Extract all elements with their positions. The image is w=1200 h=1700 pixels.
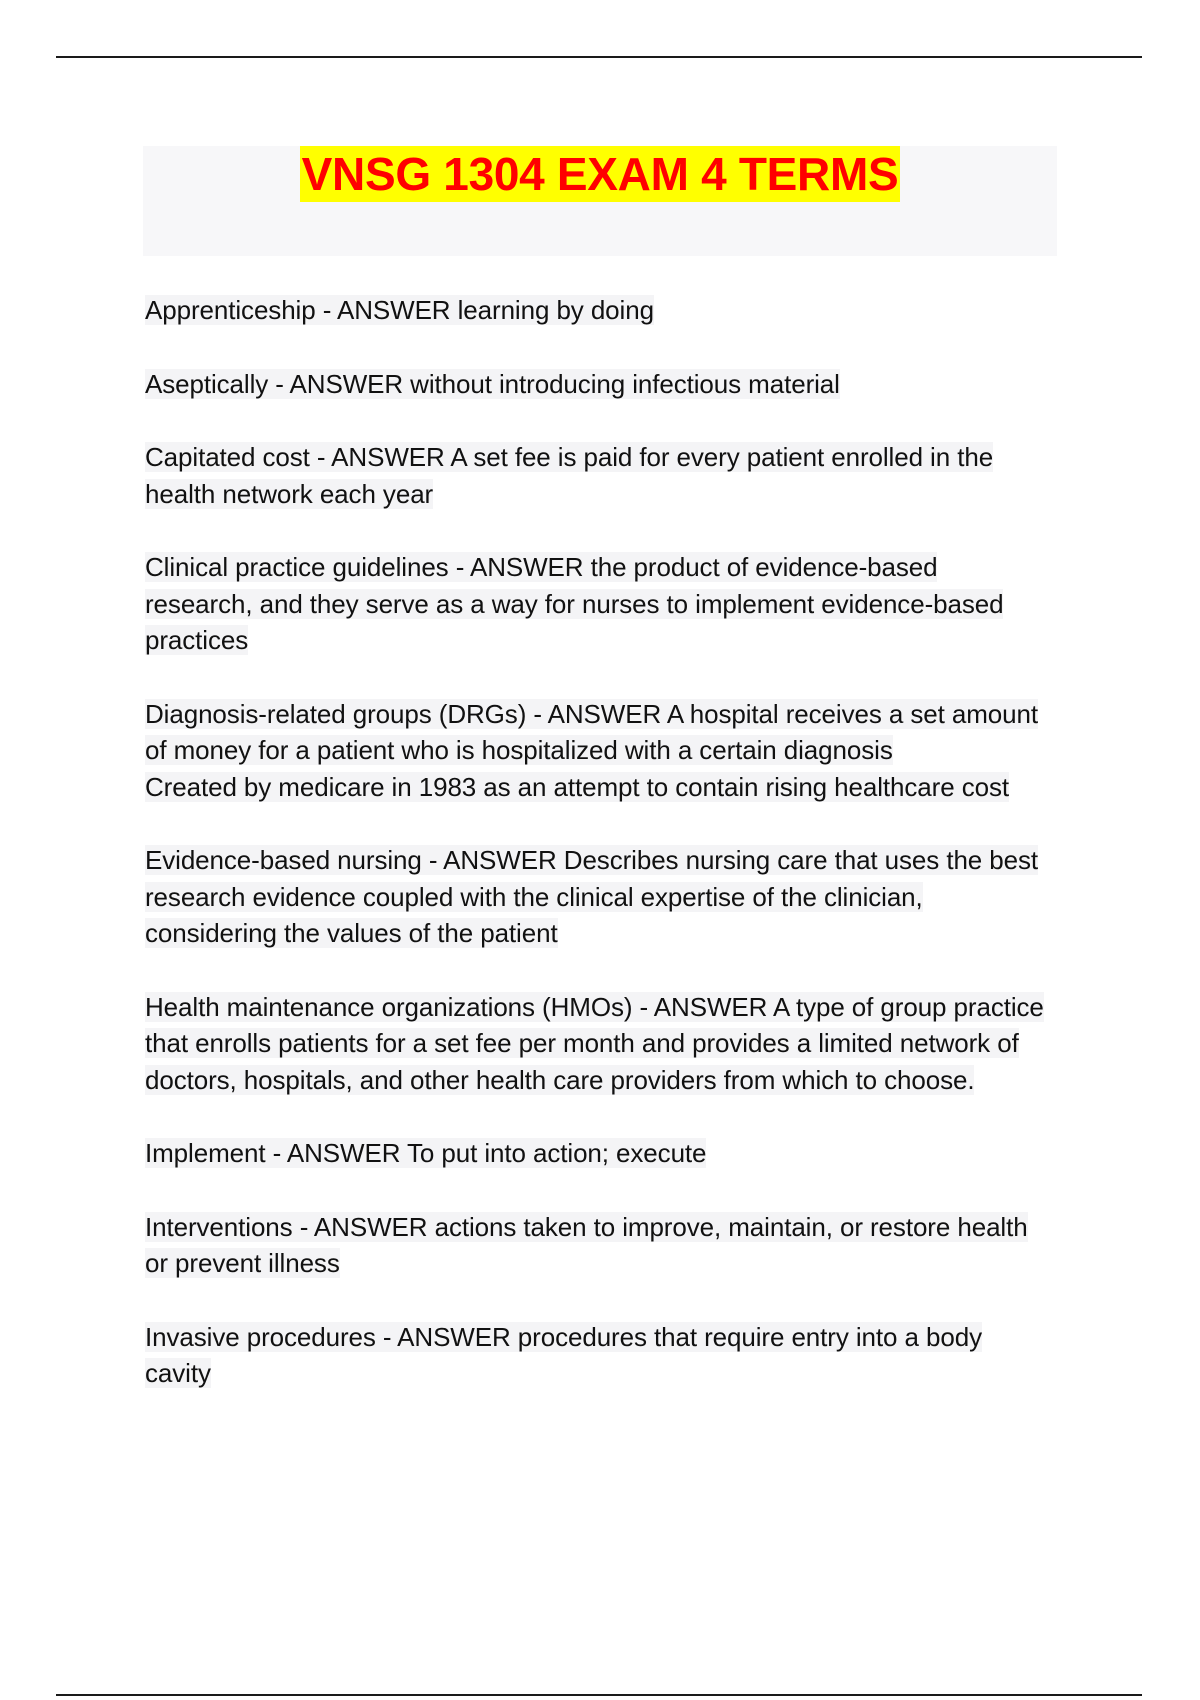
bottom-rule xyxy=(56,1694,1142,1696)
term-text: Implement - ANSWER To put into action; execute xyxy=(145,1138,707,1168)
term-text: Diagnosis-related groups (DRGs) - ANSWER A hospital receives a set amount of money for a patient who is hospitalized with a certain diagnosis xyxy=(145,698,1038,765)
term-entry xyxy=(145,989,1050,1099)
terms-list xyxy=(145,292,1050,1429)
term-entry xyxy=(145,549,1050,659)
page-title: VNSG 1304 EXAM 4 TERMS xyxy=(301,148,899,200)
title-box xyxy=(143,146,1057,256)
term-entry xyxy=(145,1209,1050,1282)
term-entry xyxy=(145,366,1050,403)
term-entry xyxy=(145,696,1050,806)
term-text: Capitated cost - ANSWER A set fee is paid for every patient enrolled in the health network each year xyxy=(145,442,994,509)
term-text: Aseptically - ANSWER without introducing infectious material xyxy=(145,368,840,399)
term-entry xyxy=(145,1319,1050,1392)
term-entry xyxy=(145,439,1050,512)
term-text: Evidence-based nursing - ANSWER Describes nursing care that uses the best research evidence coupled with the clinical expertise of the clinician, considering the values of the patient xyxy=(145,845,1039,948)
term-entry xyxy=(145,292,1050,329)
term-text: Clinical practice guidelines - ANSWER the product of evidence-based research, and they serve as a way for nurses to implement evidence-based practices xyxy=(145,552,1004,655)
term-entry xyxy=(145,1135,1050,1172)
term-text: Apprenticeship - ANSWER learning by doing xyxy=(145,295,654,325)
term-text: Health maintenance organizations (HMOs) - ANSWER A type of group practice that enrolls patients for a set fee per month and provides a limited network of doctors, hospitals, and other health care providers from which to choose. xyxy=(145,991,1044,1095)
term-entry xyxy=(145,842,1050,952)
top-rule xyxy=(56,56,1142,58)
term-extra-text: Created by medicare in 1983 as an attempt to contain rising healthcare cost xyxy=(145,771,1009,802)
term-text: Interventions - ANSWER actions taken to improve, maintain, or restore health or prevent illness xyxy=(145,1211,1028,1278)
term-text: Invasive procedures - ANSWER procedures that require entry into a body cavity xyxy=(145,1321,982,1388)
